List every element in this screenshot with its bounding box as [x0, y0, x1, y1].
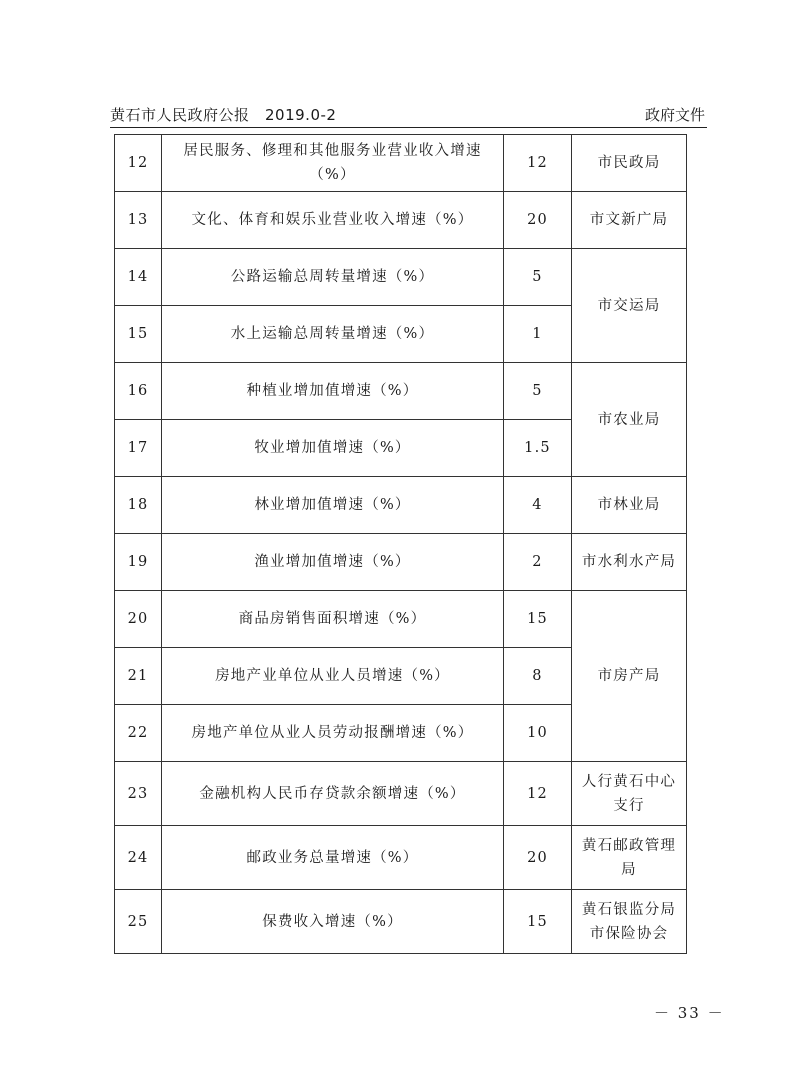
- responsible-dept: 市民政局: [572, 135, 687, 192]
- responsible-dept: 市交运局: [572, 249, 687, 363]
- target-value: 20: [504, 192, 572, 249]
- target-value: 15: [504, 890, 572, 954]
- target-value: 5: [504, 363, 572, 420]
- row-number: 22: [115, 705, 162, 762]
- responsible-dept: 黄石银监分局市保险协会: [572, 890, 687, 954]
- header-rule: [110, 127, 707, 128]
- row-number: 21: [115, 648, 162, 705]
- indicator-name: 邮政业务总量增速（%）: [162, 826, 504, 890]
- responsible-dept: 黄石邮政管理局: [572, 826, 687, 890]
- target-value: 12: [504, 135, 572, 192]
- target-value: 10: [504, 705, 572, 762]
- row-number: 15: [115, 306, 162, 363]
- target-value: 1.5: [504, 420, 572, 477]
- responsible-dept: 市文新广局: [572, 192, 687, 249]
- table-row: [115, 192, 687, 249]
- indicator-name: 林业增加值增速（%）: [162, 477, 504, 534]
- section-label: 政府文件: [644, 106, 705, 124]
- row-number: 16: [115, 363, 162, 420]
- row-number: 17: [115, 420, 162, 477]
- page-number: － 33 －: [654, 1004, 725, 1022]
- table-row: [115, 477, 687, 534]
- responsible-dept: 市林业局: [572, 477, 687, 534]
- responsible-dept: 市农业局: [572, 363, 687, 477]
- indicator-name: 文化、体育和娱乐业营业收入增速（%）: [162, 192, 504, 249]
- target-value: 20: [504, 826, 572, 890]
- table-row: [115, 826, 687, 890]
- table-row: [115, 363, 687, 420]
- responsible-dept: 人行黄石中心支行: [572, 762, 687, 826]
- row-number: 24: [115, 826, 162, 890]
- responsible-dept: 市水利水产局: [572, 534, 687, 591]
- indicator-name: 商品房销售面积增速（%）: [162, 591, 504, 648]
- target-value: 2: [504, 534, 572, 591]
- indicator-name: 房地产业单位从业人员增速（%）: [162, 648, 504, 705]
- indicator-name: 居民服务、修理和其他服务业营业收入增速（%）: [162, 135, 504, 192]
- indicator-name: 种植业增加值增速（%）: [162, 363, 504, 420]
- indicator-name: 公路运输总周转量增速（%）: [162, 249, 504, 306]
- row-number: 19: [115, 534, 162, 591]
- target-value: 12: [504, 762, 572, 826]
- target-value: 5: [504, 249, 572, 306]
- table-row: [115, 890, 687, 954]
- table-row: [115, 762, 687, 826]
- indicator-name: 金融机构人民币存贷款余额增速（%）: [162, 762, 504, 826]
- row-number: 12: [115, 135, 162, 192]
- table-row: [115, 249, 687, 306]
- target-value: 15: [504, 591, 572, 648]
- indicator-name: 渔业增加值增速（%）: [162, 534, 504, 591]
- target-value: 8: [504, 648, 572, 705]
- indicator-name: 房地产单位从业人员劳动报酬增速（%）: [162, 705, 504, 762]
- table-row: [115, 135, 687, 192]
- target-value: 4: [504, 477, 572, 534]
- indicator-table: [114, 134, 687, 954]
- table-row: [115, 591, 687, 648]
- row-number: 23: [115, 762, 162, 826]
- row-number: 13: [115, 192, 162, 249]
- row-number: 18: [115, 477, 162, 534]
- row-number: 25: [115, 890, 162, 954]
- target-value: 1: [504, 306, 572, 363]
- row-number: 20: [115, 591, 162, 648]
- bulletin-title: 黄石市人民政府公报 2019.0-2: [110, 106, 337, 124]
- indicator-name: 水上运输总周转量增速（%）: [162, 306, 504, 363]
- responsible-dept: 市房产局: [572, 591, 687, 762]
- page-header: [110, 104, 705, 126]
- indicator-name: 牧业增加值增速（%）: [162, 420, 504, 477]
- row-number: 14: [115, 249, 162, 306]
- table-row: [115, 534, 687, 591]
- indicator-name: 保费收入增速（%）: [162, 890, 504, 954]
